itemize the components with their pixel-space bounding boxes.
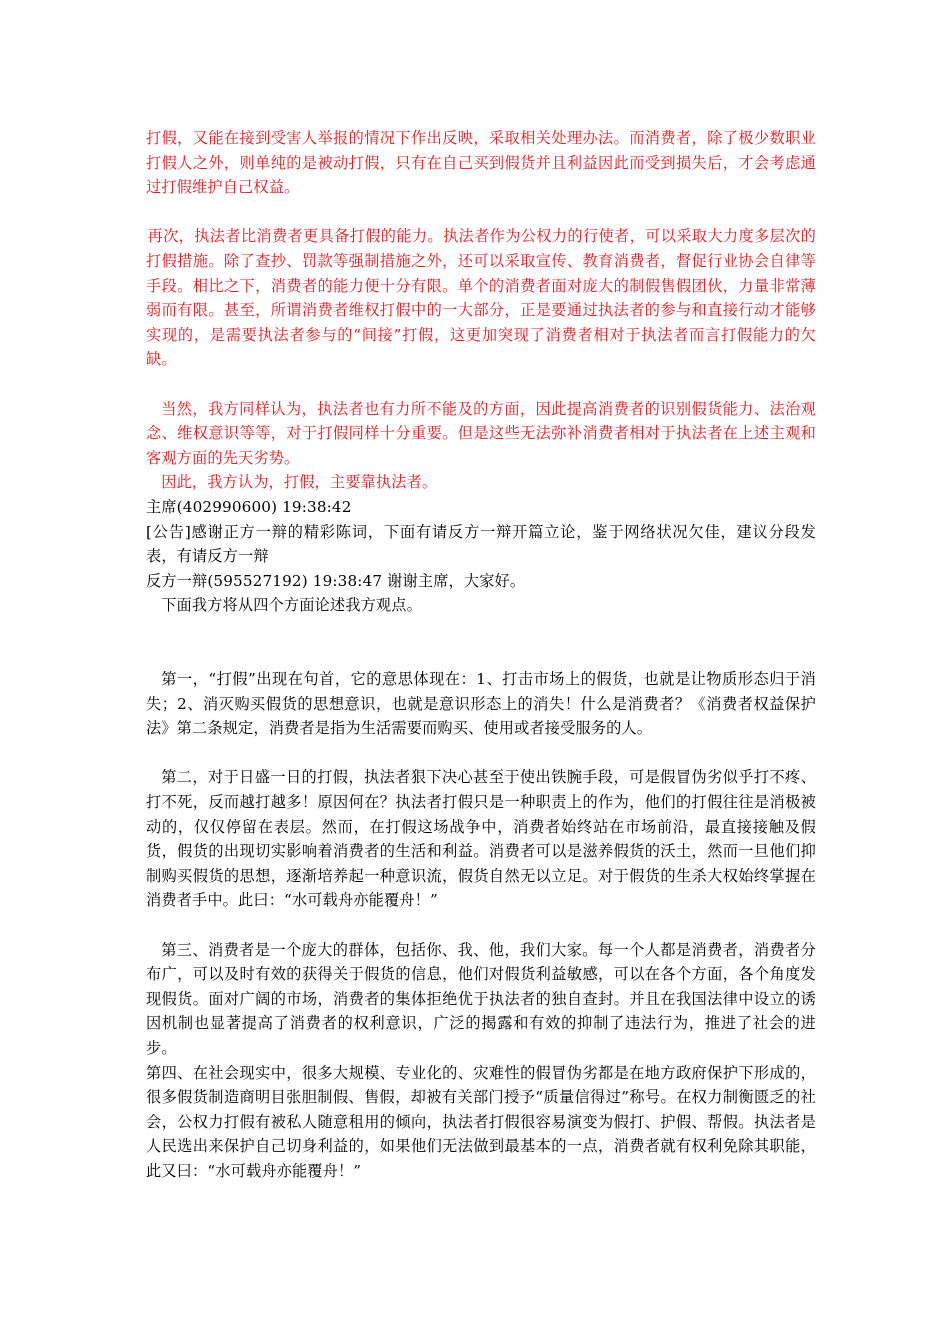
paragraph-spacer: [146, 372, 816, 397]
paragraph-enforcer-ability: 再次，执法者比消费者更具备打假的能力。执法者作为公权力的行使者，可以采取大力度多层次的打假措施。除了查抄、罚款等强制措施之外，还可以采取宣传、教育消费者，督促行业协会自律等手段。相比之下，消费者的能力便十分有限。单个的消费者面对庞大的制假售假团伙，力量非常薄弱而有限。甚至，所谓消费者维权打假中的一大部分，正是要通过执法者的参与和直接行动才能够实现的，是需要执法者参与的“间接”打假，这更加突现了消费者相对于执法者而言打假能力的欠缺。: [146, 227, 816, 369]
paragraph-spacer: [146, 618, 816, 667]
chat-header-chair: 主席(402990600) 19:38:42: [146, 497, 352, 516]
paragraph-point-two: 第二，对于日盛一日的打假，执法者狠下决心甚至于使出铁腕手段，可是假冒伪劣似乎打不疼、打不死，反而越打越多！原因何在？执法者打假只是一种职责上的作为，他们的打假往往是消极被动的，仅仅停留在表层。然而，在打假这场战争中，消费者始终站在市场前沿，最直接接触及假货，假货的出现切实影响着消费者的生活和利益。消费者可以是滋养假货的沃土，然而一旦他们抑制购买假货的思想，逐渐培养起一种意识流，假货自然无以立足。对于假货的生杀大权始终掌握在消费者手中。此曰：“水可载舟亦能覆舟！”: [146, 768, 816, 910]
paragraph-concession: 当然，我方同样认为，执法者也有力所不能及的方面，因此提高消费者的识别假货能力、法治观念、维权意识等等，对于打假同样十分重要。但是这些无法弥补消费者相对于执法者在上述主观和客观方面的先天劣势。: [146, 399, 816, 467]
paragraph-point-three: 第三、消费者是一个庞大的群体，包括你、我、他，我们大家。每一个人都是消费者，消费者分布广，可以及时有效的获得关于假货的信息，他们对假货利益敏感，可以在各个方面，各个角度发现假货。面对广阔的市场，消费者的集体拒绝优于执法者的独自查封。并且在我国法律中设立的诱因机制也显著提高了消费者的权利意识，广泛的揭露和有效的抑制了违法行为，推进了社会的进步。: [146, 940, 816, 1057]
paragraph-point-one: 第一，“打假”出现在句首，它的意思体现在：1、打击市场上的假货，也就是让物质形态归于消失；2、消灭购买假货的思想意识，也就是意识形态上的消失！什么是消费者？《消费者权益保护法》第二条规定，消费者是指为生活需要而购买、使用或者接受服务的人。: [146, 670, 816, 738]
paragraph-intro-four-aspects: 下面我方将从四个方面论述我方观点。: [161, 596, 422, 615]
paragraph-spacer: [146, 741, 816, 766]
paragraph-point-four: 第四、在社会现实中，很多大规模、专业化的、灾难性的假冒伪劣都是在地方政府保护下形成的，很多假货制造商明目张胆制假、售假，却被有关部门授予“质量信得过”称号。在权力制衡匮乏的社会，公权力打假有被私人随意租用的倾向，执法者打假很容易演变为假打、护假、帮假。执法者是人民选出来保护自己切身利益的，如果他们无法做到最基本的一点，消费者就有权利免除其职能，此又曰：“水可载舟亦能覆舟！”: [146, 1063, 816, 1180]
document-page: [146, 126, 816, 1184]
paragraph-spacer: [146, 913, 816, 938]
paragraph-conclusion: 因此，我方认为，打假，主要靠执法者。: [161, 473, 438, 492]
paragraph-spacer: [146, 200, 816, 225]
chat-announcement: [公告]感谢正方一辩的精彩陈词，下面有请反方一辩开篇立论，鉴于网络状况欠佳，建议分段发表，有请反方一辩: [146, 522, 816, 566]
chat-header-opposition-first: 反方一辩(595527192) 19:38:47 谢谢主席，大家好。: [146, 571, 526, 590]
paragraph-fake-fighting-initiative: 打假，又能在接到受害人举报的情况下作出反映，采取相关处理办法。而消费者，除了极少数职业打假人之外，则单纯的是被动打假，只有在自己买到假货并且利益因此而受到损失后，才会考虑通过打假维护自己权益。: [146, 129, 816, 197]
